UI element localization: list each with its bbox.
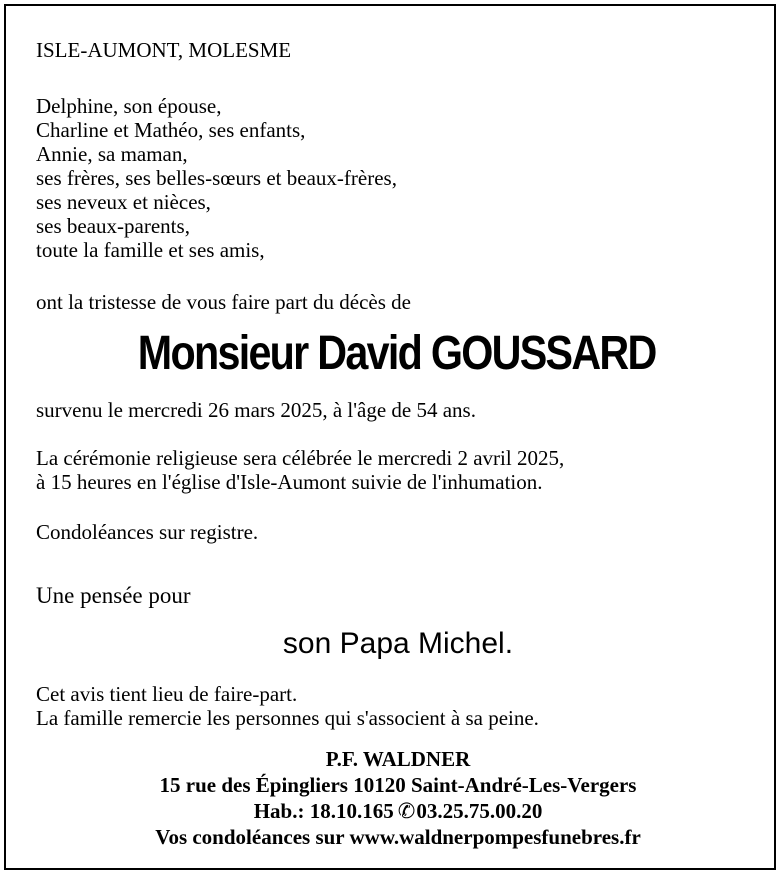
ceremony-line: La cérémonie religieuse sera célébrée le mercredi 2 avril 2025,: [36, 446, 565, 470]
closing-line: La famille remercie les personnes qui s'associent à sa peine.: [36, 706, 539, 730]
death-info: survenu le mercredi 26 mars 2025, à l'âge de 54 ans.: [36, 398, 476, 422]
announcement-text: ont la tristesse de vous faire part du décès de: [36, 290, 411, 314]
thought-target: son Papa Michel.: [282, 627, 514, 660]
family-member: ses neveux et nièces,: [36, 190, 211, 214]
funeral-home-contact: [6, 798, 784, 824]
funeral-home-website: Vos condoléances sur www.waldnerpompesfunebres.fr: [155, 825, 641, 849]
funeral-home-block: [6, 746, 784, 850]
phone-icon: ✆: [397, 799, 416, 823]
ceremony-info: [36, 446, 564, 494]
funeral-home-phone: 03.25.75.00.20: [416, 799, 543, 823]
deceased-name: Monsieur David GOUSSARD: [137, 327, 656, 380]
family-member: Delphine, son épouse,: [36, 94, 222, 118]
condolences-note: Condoléances sur registre.: [36, 520, 259, 544]
family-member: ses beaux-parents,: [36, 214, 190, 238]
family-member: toute la famille et ses amis,: [36, 238, 265, 262]
funeral-home-hab: Hab.: 18.10.165: [253, 799, 394, 823]
thought-intro: Une pensée pour: [36, 583, 191, 608]
location-header: ISLE-AUMONT, MOLESME: [36, 38, 292, 62]
funeral-home-name: P.F. WALDNER: [325, 747, 471, 771]
obituary-notice: [4, 4, 776, 870]
closing-text: [36, 682, 539, 730]
funeral-home-address: 15 rue des Épingliers 10120 Saint-André-Les-Vergers: [159, 773, 637, 797]
family-list: [36, 94, 397, 262]
family-member: ses frères, ses belles-sœurs et beaux-frères,: [36, 166, 397, 190]
family-member: Annie, sa maman,: [36, 142, 188, 166]
family-member: Charline et Mathéo, ses enfants,: [36, 118, 306, 142]
closing-line: Cet avis tient lieu de faire-part.: [36, 682, 298, 706]
ceremony-line: à 15 heures en l'église d'Isle-Aumont suivie de l'inhumation.: [36, 470, 543, 494]
